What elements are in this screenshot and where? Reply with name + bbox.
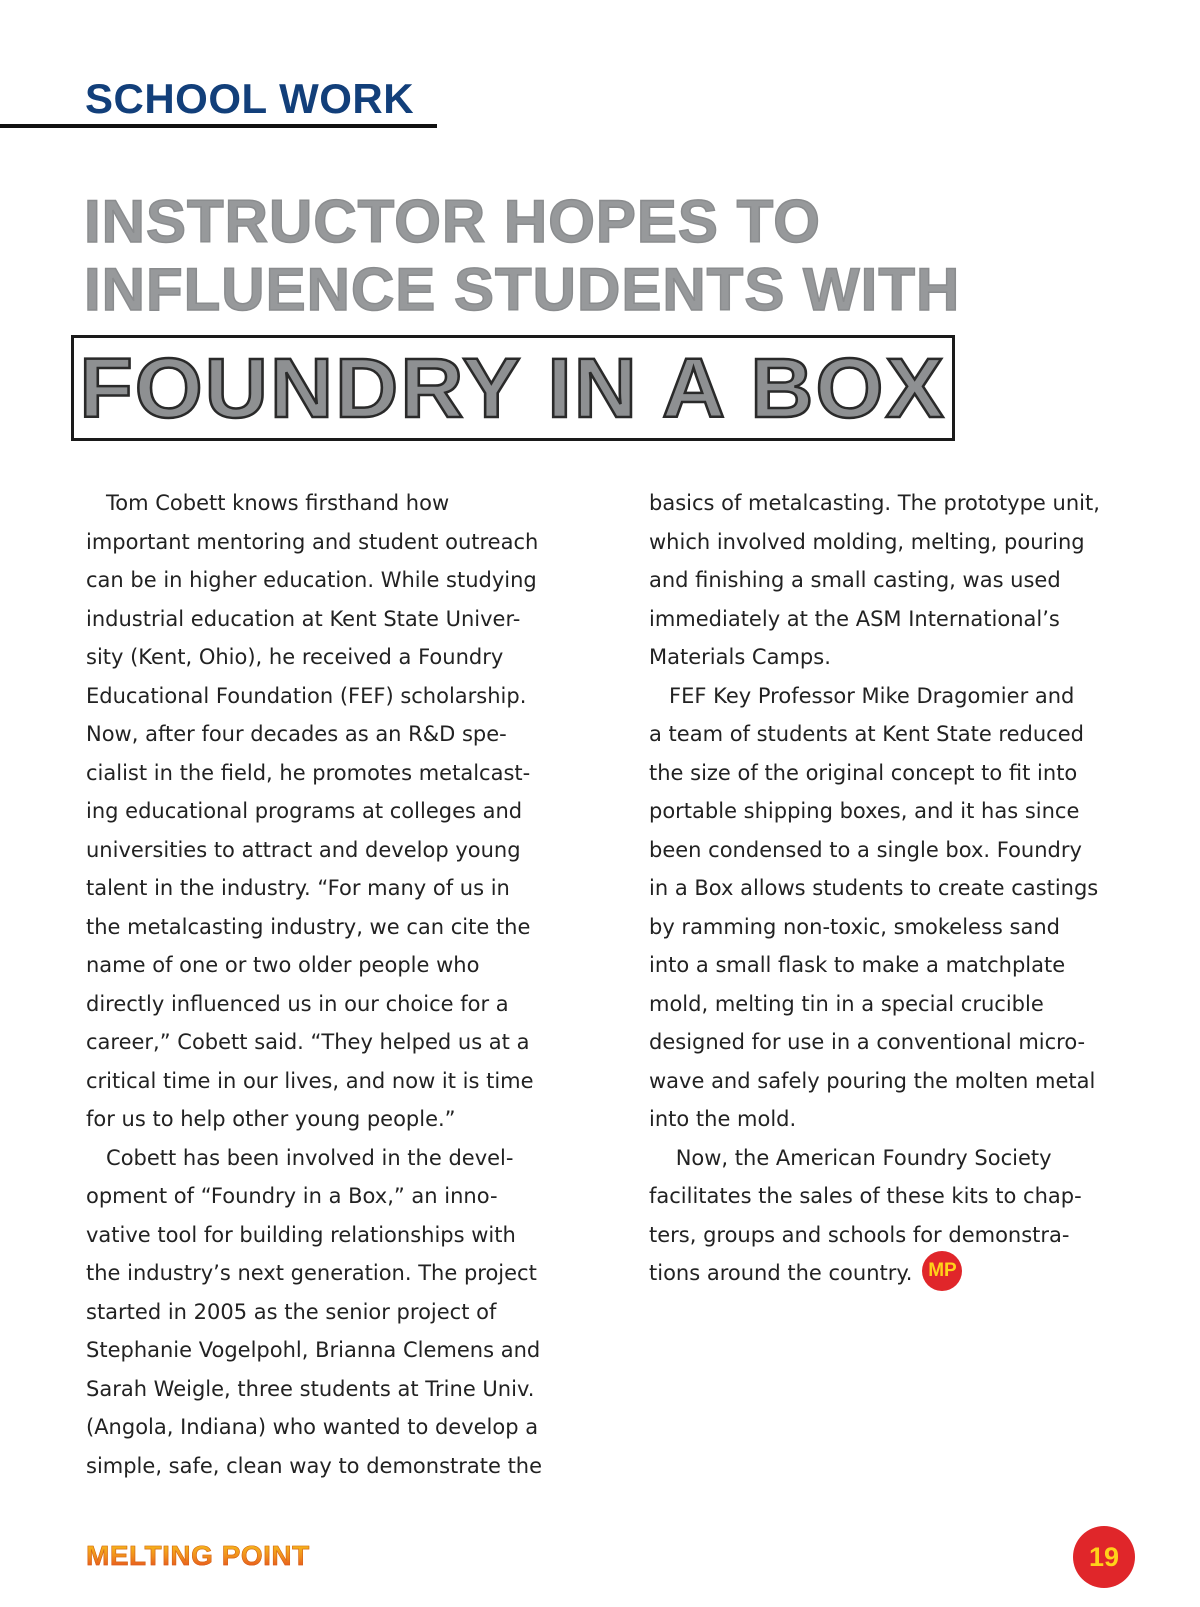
article-line: Educational Foundation (FEF) scholarship. xyxy=(86,683,527,708)
article-line: facilitates the sales of these kits to chap- xyxy=(649,1184,1082,1208)
article-line: a team of students at Kent State reduced xyxy=(649,722,1084,746)
article-line: industrial education at Kent State Univer- xyxy=(86,606,521,631)
article-line: in a Box allows students to create castings xyxy=(649,876,1099,900)
article-line: cialist in the field, he promotes metalcast- xyxy=(86,760,531,785)
magazine-brand-logo: MELTING POINT xyxy=(86,1540,310,1571)
article-line: into the mold. xyxy=(649,1107,797,1131)
article-line: Sarah Weigle, three students at Trine Univ. xyxy=(86,1376,535,1401)
article-line: Now, the American Foundry Society xyxy=(649,1145,1052,1170)
article-line: universities to attract and develop young xyxy=(86,837,521,862)
boxed-title xyxy=(71,335,955,441)
article-line: by ramming non-toxic, smokeless sand xyxy=(649,914,1060,939)
article-line: critical time in our lives, and now it is time xyxy=(86,1068,534,1093)
headline xyxy=(84,188,1124,324)
article-line: Tom Cobett knows firsthand how xyxy=(86,491,450,515)
article-line: designed for use in a conventional micro- xyxy=(649,1030,1086,1054)
article-line-text: tions around the country. xyxy=(649,1261,913,1285)
article-line: which involved molding, melting, pouring xyxy=(649,529,1085,554)
end-mark-badge: MP xyxy=(922,1251,962,1291)
article-line: (Angola, Indiana) who wanted to develop a xyxy=(86,1415,539,1439)
article-line: Now, after four decades as an R&D spe- xyxy=(86,722,507,746)
article-line: and finishing a small casting, was used xyxy=(649,568,1061,592)
article-line: ing educational programs at colleges and xyxy=(86,799,523,823)
article-line: ters, groups and schools for demonstra- xyxy=(649,1222,1070,1247)
article-line: vative tool for building relationships with xyxy=(86,1222,516,1247)
headline-line-2: INFLUENCE STUDENTS WITH xyxy=(84,256,961,323)
article-line: sity (Kent, Ohio), he received a Foundry xyxy=(86,645,504,669)
article-column-left xyxy=(86,484,566,1485)
section-label: SCHOOL WORK xyxy=(85,75,415,122)
article-line: FEF Key Professor Mike Dragomier and xyxy=(649,683,1075,708)
article-line: immediately at the ASM International’s xyxy=(649,606,1060,631)
article-line: started in 2005 as the senior project of xyxy=(86,1299,497,1324)
article-line: basics of metalcasting. The prototype unit, xyxy=(649,491,1100,515)
article-line-last xyxy=(649,1254,1129,1293)
article-line: for us to help other young people.” xyxy=(86,1107,456,1131)
article-line: wave and safely pouring the molten metal xyxy=(649,1068,1096,1093)
article-line: can be in higher education. While studying xyxy=(86,568,537,592)
article-line: name of one or two older people who xyxy=(86,953,480,977)
boxed-title-text: FOUNDRY IN A BOX xyxy=(79,341,947,435)
article-line: talent in the industry. “For many of us in xyxy=(86,876,510,900)
article-line: the industry’s next generation. The project xyxy=(86,1261,537,1285)
article-line: simple, safe, clean way to demonstrate the xyxy=(86,1453,543,1478)
article-line: career,” Cobett said. “They helped us at a xyxy=(86,1030,530,1054)
article-line: been condensed to a single box. Foundry xyxy=(649,837,1082,862)
article-line: opment of “Foundry in a Box,” an inno- xyxy=(86,1184,498,1208)
article-line: Cobett has been involved in the devel- xyxy=(86,1145,514,1170)
headline-line-1: INSTRUCTOR HOPES TO xyxy=(84,188,821,255)
page-number: 19 xyxy=(1073,1526,1135,1588)
article-line: mold, melting tin in a special crucible xyxy=(649,991,1044,1016)
article-line: Stephanie Vogelpohl, Brianna Clemens and xyxy=(86,1338,541,1362)
article-line: the metalcasting industry, we can cite the xyxy=(86,914,531,939)
article-line: the size of the original concept to fit into xyxy=(649,760,1078,785)
article-line: Materials Camps. xyxy=(649,645,831,669)
section-divider xyxy=(0,124,437,128)
article-line: directly influenced us in our choice for a xyxy=(86,991,509,1016)
article-column-right xyxy=(649,484,1129,1293)
article-line: portable shipping boxes, and it has since xyxy=(649,799,1080,823)
article-line: important mentoring and student outreach xyxy=(86,529,539,554)
article-line: into a small flask to make a matchplate xyxy=(649,953,1066,977)
